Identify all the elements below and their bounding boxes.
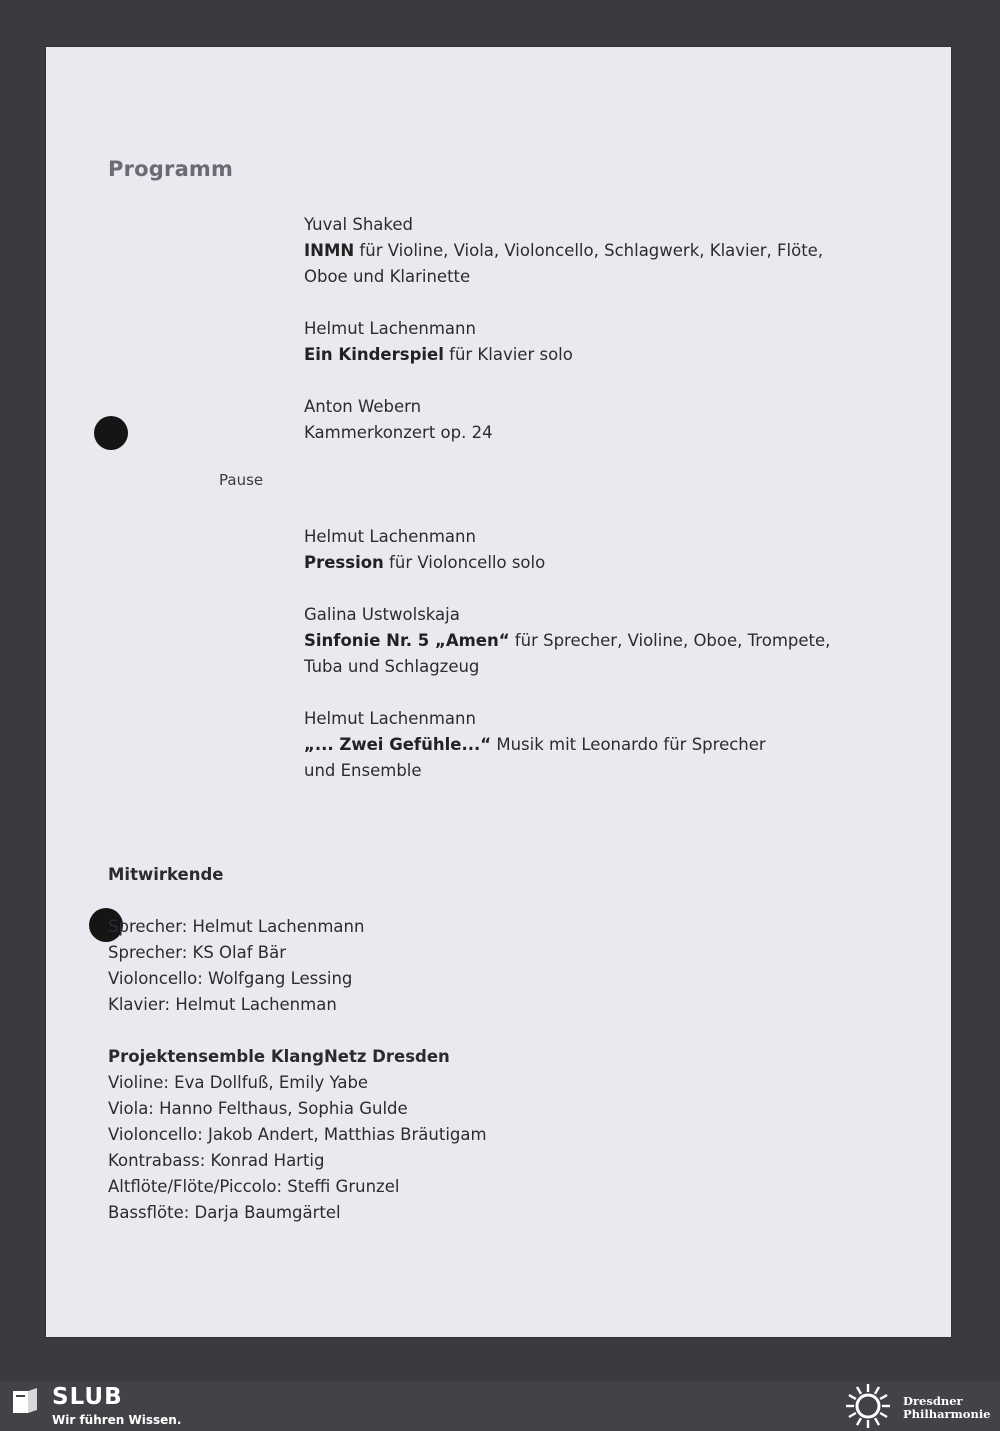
work-description: für Klavier solo — [443, 345, 573, 364]
list-item: Klavier: Helmut Lachenman — [108, 995, 337, 1014]
program-item — [304, 524, 864, 576]
ensemble-list — [108, 1044, 708, 1226]
work-title: Sinfonie Nr. 5 „Amen“ — [304, 631, 510, 650]
work-description-cont: Tuba und Schlagzeug — [304, 657, 480, 676]
composer: Helmut Lachenmann — [304, 527, 476, 546]
composer: Helmut Lachenmann — [304, 319, 476, 338]
work-title: Ein Kinderspiel — [304, 345, 444, 364]
work-description: für Violine, Viola, Violoncello, Schlagwerk, Klavier, Flöte, — [354, 241, 824, 260]
list-item: Sprecher: Helmut Lachenmann — [108, 917, 365, 936]
philharmonie-line2: Philharmonie — [903, 1407, 991, 1421]
work-description: für Sprecher, Violine, Oboe, Trompete, — [509, 631, 831, 650]
philharmonie-logo-text — [903, 1395, 991, 1421]
ensemble-title: Projektensemble KlangNetz Dresden — [108, 1047, 450, 1066]
work-description: Musik mit Leonardo für Sprecher — [491, 735, 766, 754]
list-item: Kontrabass: Konrad Hartig — [108, 1151, 325, 1170]
soloists-list — [108, 914, 708, 1018]
work-description-cont: Oboe und Klarinette — [304, 267, 471, 286]
philharmonie-line1: Dresdner — [903, 1394, 963, 1408]
document-page — [46, 47, 951, 1337]
performers-title: Mitwirkende — [108, 865, 224, 884]
performers-section — [108, 862, 708, 1226]
slub-logo-text: SLUB — [52, 1384, 123, 1410]
book-icon — [12, 1387, 38, 1415]
program-item — [304, 316, 864, 368]
program-item — [304, 706, 864, 784]
work-title: „... Zwei Gefühle...“ — [304, 735, 492, 754]
list-item: Viola: Hanno Felthaus, Sophia Gulde — [108, 1099, 408, 1118]
program-list — [304, 212, 864, 810]
work-description-cont: und Ensemble — [304, 761, 422, 780]
composer: Anton Webern — [304, 397, 422, 416]
punch-hole — [94, 416, 128, 450]
composer: Galina Ustwolskaja — [304, 605, 460, 624]
list-item: Violoncello: Wolfgang Lessing — [108, 969, 353, 988]
list-item: Violoncello: Jakob Andert, Matthias Bräutigam — [108, 1125, 487, 1144]
work-description: für Violoncello solo — [383, 553, 546, 572]
work-title: Pression — [304, 553, 384, 572]
program-item — [304, 602, 864, 680]
list-item: Bassflöte: Darja Baumgärtel — [108, 1203, 341, 1222]
list-item: Sprecher: KS Olaf Bär — [108, 943, 286, 962]
work-title: INMN — [304, 241, 355, 260]
list-item: Altflöte/Flöte/Piccolo: Steffi Grunzel — [108, 1177, 400, 1196]
program-item — [304, 212, 864, 290]
pause-label: Pause — [219, 471, 264, 489]
work-description: Kammerkonzert op. 24 — [304, 423, 493, 442]
program-item — [304, 394, 864, 446]
composer: Helmut Lachenmann — [304, 709, 476, 728]
footer-bar — [0, 1381, 1000, 1431]
slub-tagline: Wir führen Wissen. — [52, 1413, 182, 1427]
philharmonie-sun-icon — [842, 1383, 894, 1429]
composer: Yuval Shaked — [304, 215, 413, 234]
page-title: Programm — [108, 157, 234, 181]
list-item: Violine: Eva Dollfuß, Emily Yabe — [108, 1073, 369, 1092]
